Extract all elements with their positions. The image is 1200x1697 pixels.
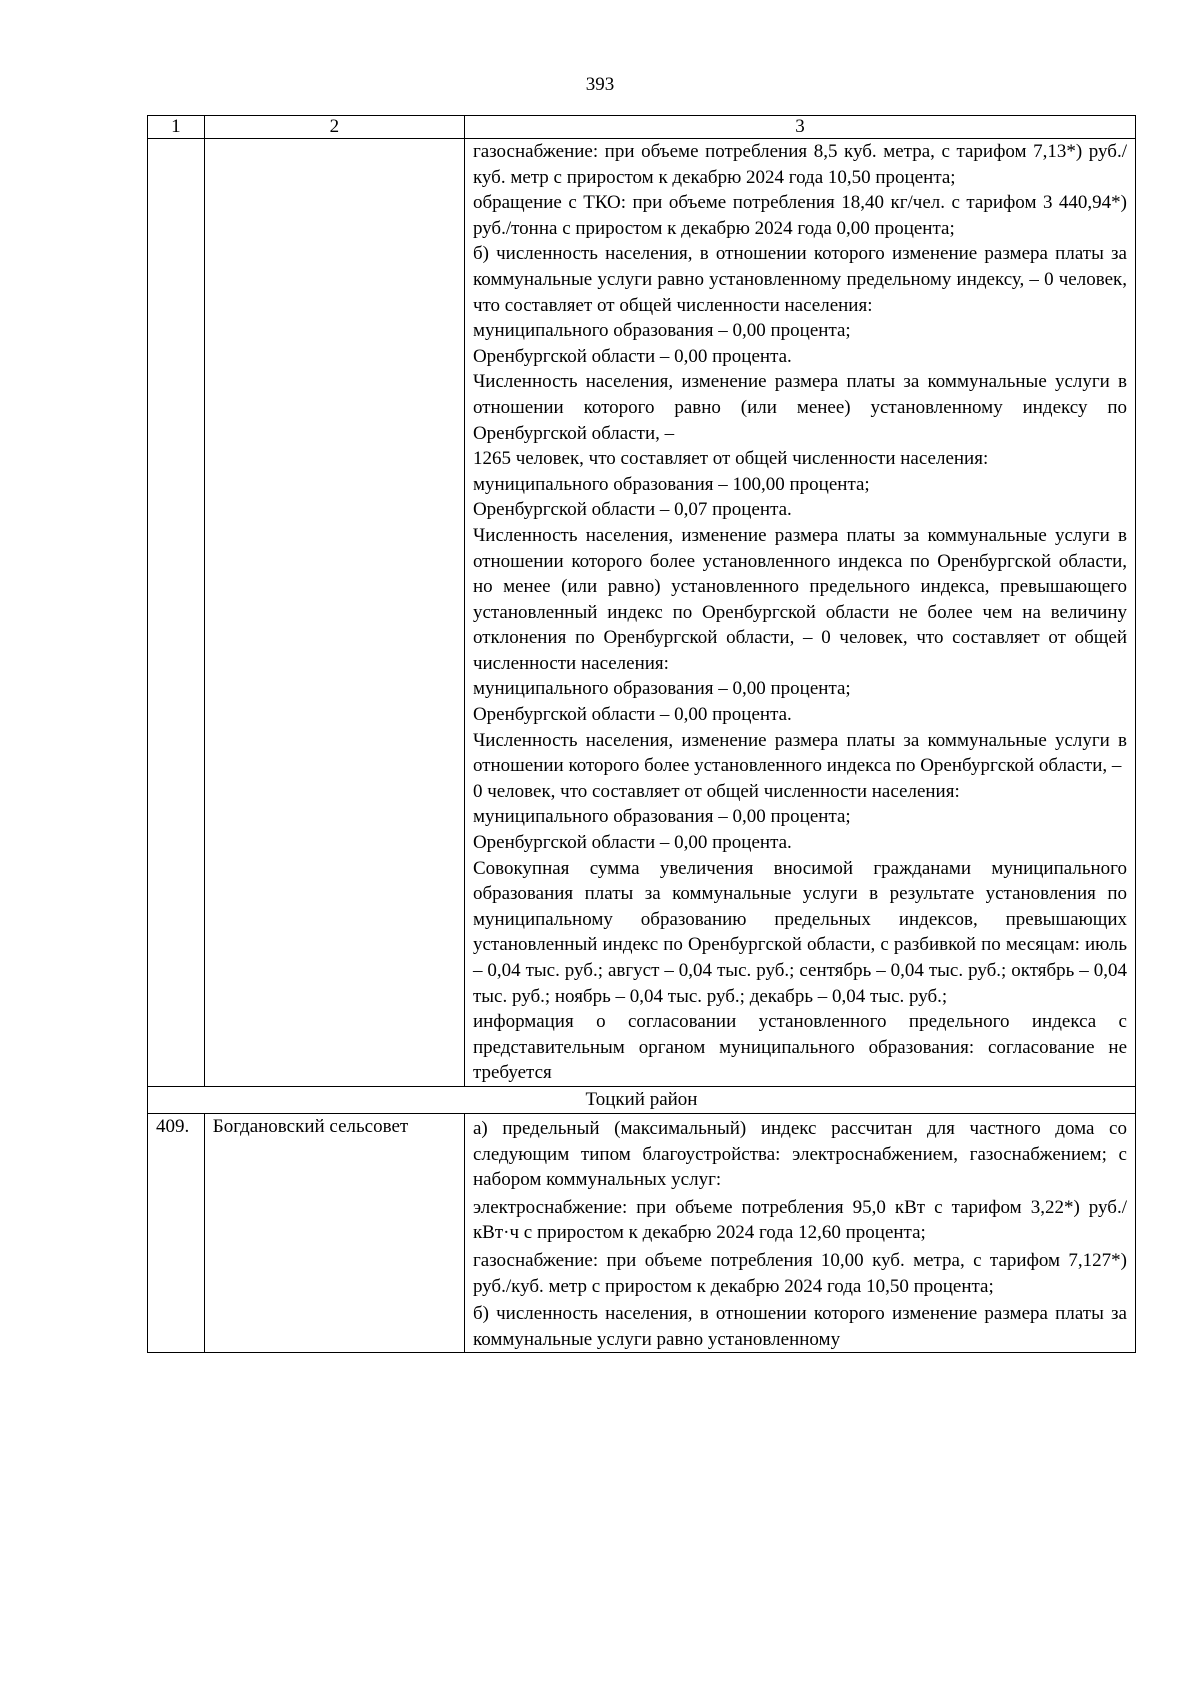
paragraph: Совокупная сумма увеличения вносимой гражданами муниципального образования платы за коммунальные услуги в результате установления по муниципальному образованию предельных индексов, превышающих установленный индекс по Оренбургской области, с разбивкой по месяцам: июль – 0,04 тыс. руб.; август – 0,04 тыс. руб.; сентябрь – 0,04 тыс. руб.; октябрь – 0,04 тыс. руб.; ноябрь – 0,04 тыс. руб.; декабрь – 0,04 тыс. руб.; — [472, 857, 1127, 1007]
page-number: 393 — [585, 74, 615, 95]
paragraph: информация о согласовании установленного предельного индекса с представительным органом муниципального образования: согласование не требуется — [472, 1011, 1127, 1084]
content-cell — [464, 1113, 1135, 1352]
paragraph: Оренбургской области – 0,00 процента. — [472, 704, 792, 726]
paragraph: б) численность населения, в отношении которого изменение размера платы за коммунальные услуги равно установленному предельному индексу, – 0 человек, что составляет от общей численности населения: — [472, 243, 1127, 316]
paragraph: обращение с ТКО: при объеме потребления 18,40 кг/чел. с тарифом 3 440,94*) руб./тонна с приростом к декабрю 2024 года 0,00 процента; — [472, 192, 1127, 239]
paragraph: муниципального образования – 100,00 процента; — [472, 473, 870, 495]
paragraph: муниципального образования – 0,00 процента; — [472, 320, 851, 342]
paragraph: Численность населения, изменение размера платы за коммунальные услуги в отношении которого более установленного индекса по Оренбургской области, – — [472, 729, 1127, 777]
column-header-2: 2 — [204, 116, 464, 139]
municipality-name: Богдановский сельсовет — [204, 1113, 464, 1352]
paragraph: 1265 человек, что составляет от общей численности населения: — [472, 448, 989, 470]
row-number: 409. — [148, 1113, 205, 1352]
paragraph: Оренбургской области – 0,00 процента. — [472, 832, 792, 854]
paragraph: муниципального образования – 0,00 процента; — [472, 678, 851, 700]
paragraph: Численность населения, изменение размера платы за коммунальные услуги в отношении которого равно (или менее) установленному индексу по Оренбургской области, – — [472, 371, 1127, 444]
number-cell — [148, 139, 205, 1087]
column-header-1: 1 — [148, 116, 205, 139]
column-header-3: 3 — [464, 116, 1135, 139]
paragraph: б) численность населения, в отношении которого изменение размера платы за коммунальные услуги равно установленному — [472, 1303, 1127, 1350]
paragraph: Оренбургской области – 0,07 процента. — [472, 499, 792, 521]
paragraph: газоснабжение: при объеме потребления 8,5 куб. метра, с тарифом 7,13*) руб./куб. метр с приростом к декабрю 2024 года 10,50 процента; — [472, 141, 1127, 188]
table-header-row — [148, 116, 1136, 139]
paragraph: 0 человек, что составляет от общей численности населения: — [472, 780, 960, 802]
paragraph: а) предельный (максимальный) индекс рассчитан для частного дома со следующим типом благоустройства: электроснабжением, газоснабжением; с набором коммунальных услуг: — [472, 1117, 1127, 1191]
name-cell — [204, 139, 464, 1087]
paragraph: электроснабжение: при объеме потребления 95,0 кВт с тарифом 3,22*) руб./кВт·ч с приростом к декабрю 2024 года 12,60 процента; — [472, 1196, 1127, 1244]
section-title: Тоцкий район — [148, 1086, 1136, 1113]
paragraph: Численность населения, изменение размера платы за коммунальные услуги в отношении которого более установленного индекса по Оренбургской области, но менее (или равно) установленного предельного индекса, превышающего установленный индекс по Оренбургской области не более чем на величину отклонения по Оренбургской области, – 0 человек, что составляет от общей численности населения: — [472, 524, 1127, 674]
paragraph: муниципального образования – 0,00 процента; — [472, 806, 851, 828]
paragraph: газоснабжение: при объеме потребления 10,00 куб. метра, с тарифом 7,127*) руб./куб. метр с приростом к декабрю 2024 года 10,50 процента; — [472, 1249, 1127, 1297]
paragraph: Оренбургской области – 0,00 процента. — [472, 345, 792, 367]
table-row — [148, 1113, 1136, 1352]
section-row — [148, 1086, 1136, 1113]
table-row-continued — [148, 139, 1136, 1087]
content-cell — [464, 139, 1135, 1087]
document-table — [147, 115, 1136, 1353]
